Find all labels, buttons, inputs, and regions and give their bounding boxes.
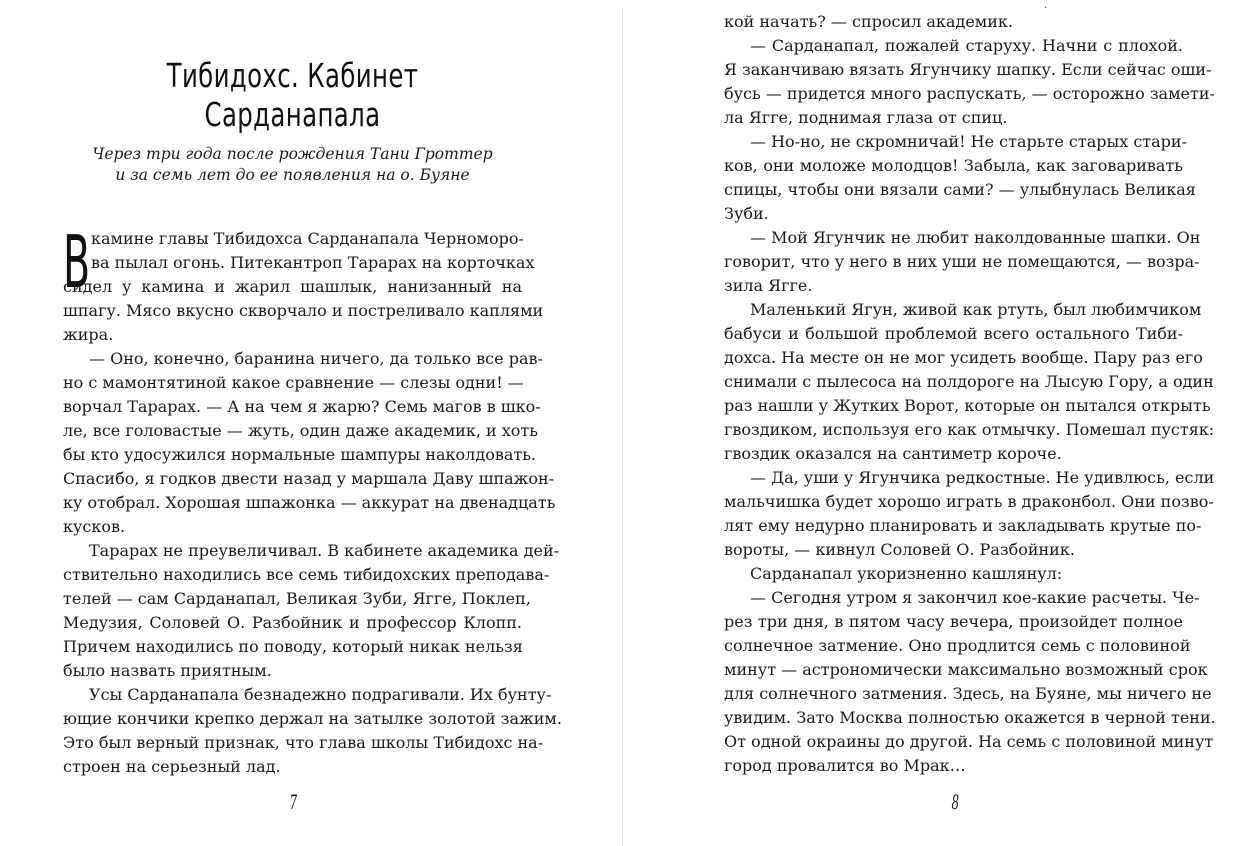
- text-line: Медузия, Соловей О. Разбойник и профессор Клопп.: [63, 613, 522, 632]
- page-gutter: [622, 8, 623, 846]
- text-line: телей — сам Сарданапал, Великая Зуби, Ягге, Поклеп,: [63, 589, 531, 608]
- paragraph: [724, 34, 1215, 130]
- text-line: город провалится во Мрак…: [724, 756, 966, 775]
- text-line: ку отобрал. Хорошая шпажонка — аккурат на двенадцать: [63, 493, 556, 512]
- text-line: Сарданапал укоризненно кашлянул:: [750, 564, 1063, 583]
- text-line: ла Ягге, поднимая глаза от спиц.: [724, 108, 1008, 127]
- text-line: мальчишка будет хорошо играть в драконбол. Они позво-: [724, 492, 1214, 511]
- chapter-title: Тибидохс. Кабинет Сарданапала: [166, 56, 419, 134]
- text-line: солнечное затмение. Оно продлится семь с половиной: [724, 636, 1191, 655]
- text-line: ков, они моложе молодцов! Забыла, как заговаривать: [724, 156, 1183, 175]
- text-line: — Оно, конечно, баранина ничего, да только все рав-: [89, 349, 543, 368]
- text-line: Я заканчиваю вязать Ягунчику шапку. Если сейчас оши-: [724, 60, 1212, 79]
- text-line: лят ему недурно планировать и закладывать крутые по-: [724, 516, 1202, 535]
- text-line: ва пылал огонь. Питекантроп Тарарах на корточках: [91, 253, 535, 272]
- text-line: бусь — придется много распускать, — осторожно замети-: [724, 84, 1215, 103]
- text-line: для солнечного затмения. Здесь, на Буяне, мы ничего не: [724, 684, 1212, 703]
- epigraph-line: и за семь лет до ее появления на о. Буяне: [115, 166, 470, 184]
- left-page-text: [63, 220, 562, 779]
- text-line: — Сарданапал, пожалей старуху. Начни с плохой.: [750, 36, 1183, 55]
- text-line: зила Ягге.: [724, 276, 813, 295]
- right-page-text: [724, 10, 1216, 778]
- text-line: гвоздиком, используя его как отмычку. Помешал пустяк:: [724, 420, 1215, 439]
- text-line: бабуси и большой проблемой всего остального Тиби-: [724, 324, 1183, 343]
- text-line: Спасибо, я годков двести назад у маршала Даву шпажон-: [63, 469, 555, 488]
- text-line: Маленький Ягун, живой как ртуть, был любимчиком: [750, 300, 1202, 319]
- text-line: ствительно находились все семь тибидохских преподава-: [63, 565, 550, 584]
- text-line: камине главы Тибидохса Сарданапала Черноморо-: [91, 229, 524, 248]
- paragraph: [63, 683, 562, 779]
- text-line: — Но-но, не скромничай! Не старьте старых стари-: [750, 132, 1187, 151]
- page-number-right: 8: [951, 790, 960, 814]
- text-line: шпагу. Мясо вкусно скворчало и постреливало каплями: [63, 301, 544, 320]
- page-number-left: 7: [289, 790, 298, 814]
- text-line: спицы, чтобы они вязали сами? — улыбнулась Великая: [724, 180, 1196, 199]
- text-line: кой начать? — спросил академик.: [724, 12, 1013, 31]
- text-line: сидел у камина и жарил шашлык, нанизанный на: [63, 277, 522, 296]
- text-line: От одной окраины до другой. На семь с половиной минут: [724, 732, 1214, 751]
- text-line: говорит, что у него в них уши не помещаются, — возра-: [724, 252, 1200, 271]
- text-line: было назвать приятным.: [63, 661, 272, 680]
- text-line: Это был верный признак, что глава школы Тибидохс на-: [63, 733, 544, 752]
- text-line: Усы Сарданапала безнадежно подрагивали. Их бунту-: [89, 685, 552, 704]
- text-line: кусков.: [63, 517, 126, 536]
- text-line: строен на серьезный лад.: [63, 757, 281, 776]
- text-line: раз нашли у Жутких Ворот, которые он пытался открыть: [724, 396, 1211, 415]
- paragraph: [724, 130, 1196, 226]
- paragraph: [63, 220, 544, 347]
- epigraph-line: Через три года после рождения Тани Гроттер: [92, 145, 493, 163]
- text-line: ющие кончики крепко держал на затылке золотой зажим.: [63, 709, 562, 728]
- epigraph: [0, 144, 585, 186]
- text-line: — Мой Ягунчик не любит наколдованные шапки. Он: [750, 228, 1201, 247]
- paragraph: [724, 466, 1215, 562]
- text-line: минут — астрономически максимально возможный срок: [724, 660, 1208, 679]
- drop-cap: В: [63, 220, 91, 304]
- text-line: — Сегодня утром я закончил кое-какие расчеты. Че-: [750, 588, 1200, 607]
- text-line: Причем находились по поводу, который никак нельзя: [63, 637, 523, 656]
- paragraph: [724, 562, 1183, 586]
- text-line: бы кто удосужился нормальные шампуры наколдовать.: [63, 445, 537, 464]
- text-line: — Да, уши у Ягунчика редкостные. Не удивлюсь, если: [750, 468, 1215, 487]
- text-line: жира.: [63, 325, 114, 344]
- paragraph: [724, 10, 1183, 34]
- text-line: Тарарах не преувеличивал. В кабинете академика дей-: [89, 541, 560, 560]
- text-line: вороты, — кивнул Соловей О. Разбойник.: [724, 540, 1075, 559]
- text-line: гвоздик оказался на сантиметр короче.: [724, 444, 1062, 463]
- paragraph: [63, 539, 560, 683]
- paragraph: [724, 226, 1201, 298]
- text-line: но с мамонтятиной какое сравнение — слезы одни! —: [63, 373, 524, 392]
- text-line: снимали с пылесоса на полдороге на Лысую Гору, а один: [724, 372, 1214, 391]
- paragraph: [63, 347, 556, 539]
- text-line: ворчал Тарарах. — А на чем я жарю? Семь магов в шко-: [63, 397, 541, 416]
- text-line: рез три дня, в пятом часу вечера, произойдет полное: [724, 612, 1183, 631]
- text-line: Зуби.: [724, 204, 769, 223]
- paragraph: [724, 298, 1215, 466]
- paragraph: [724, 586, 1216, 778]
- text-line: увидим. Зато Москва полностью окажется в черной тени.: [724, 708, 1216, 727]
- text-line: дохса. На месте он не мог усидеть вообще. Пару раз его: [724, 348, 1203, 367]
- top-mark: ·: [1044, 3, 1048, 14]
- text-line: ле, все головастые — жуть, один даже академик, и хоть: [63, 421, 538, 440]
